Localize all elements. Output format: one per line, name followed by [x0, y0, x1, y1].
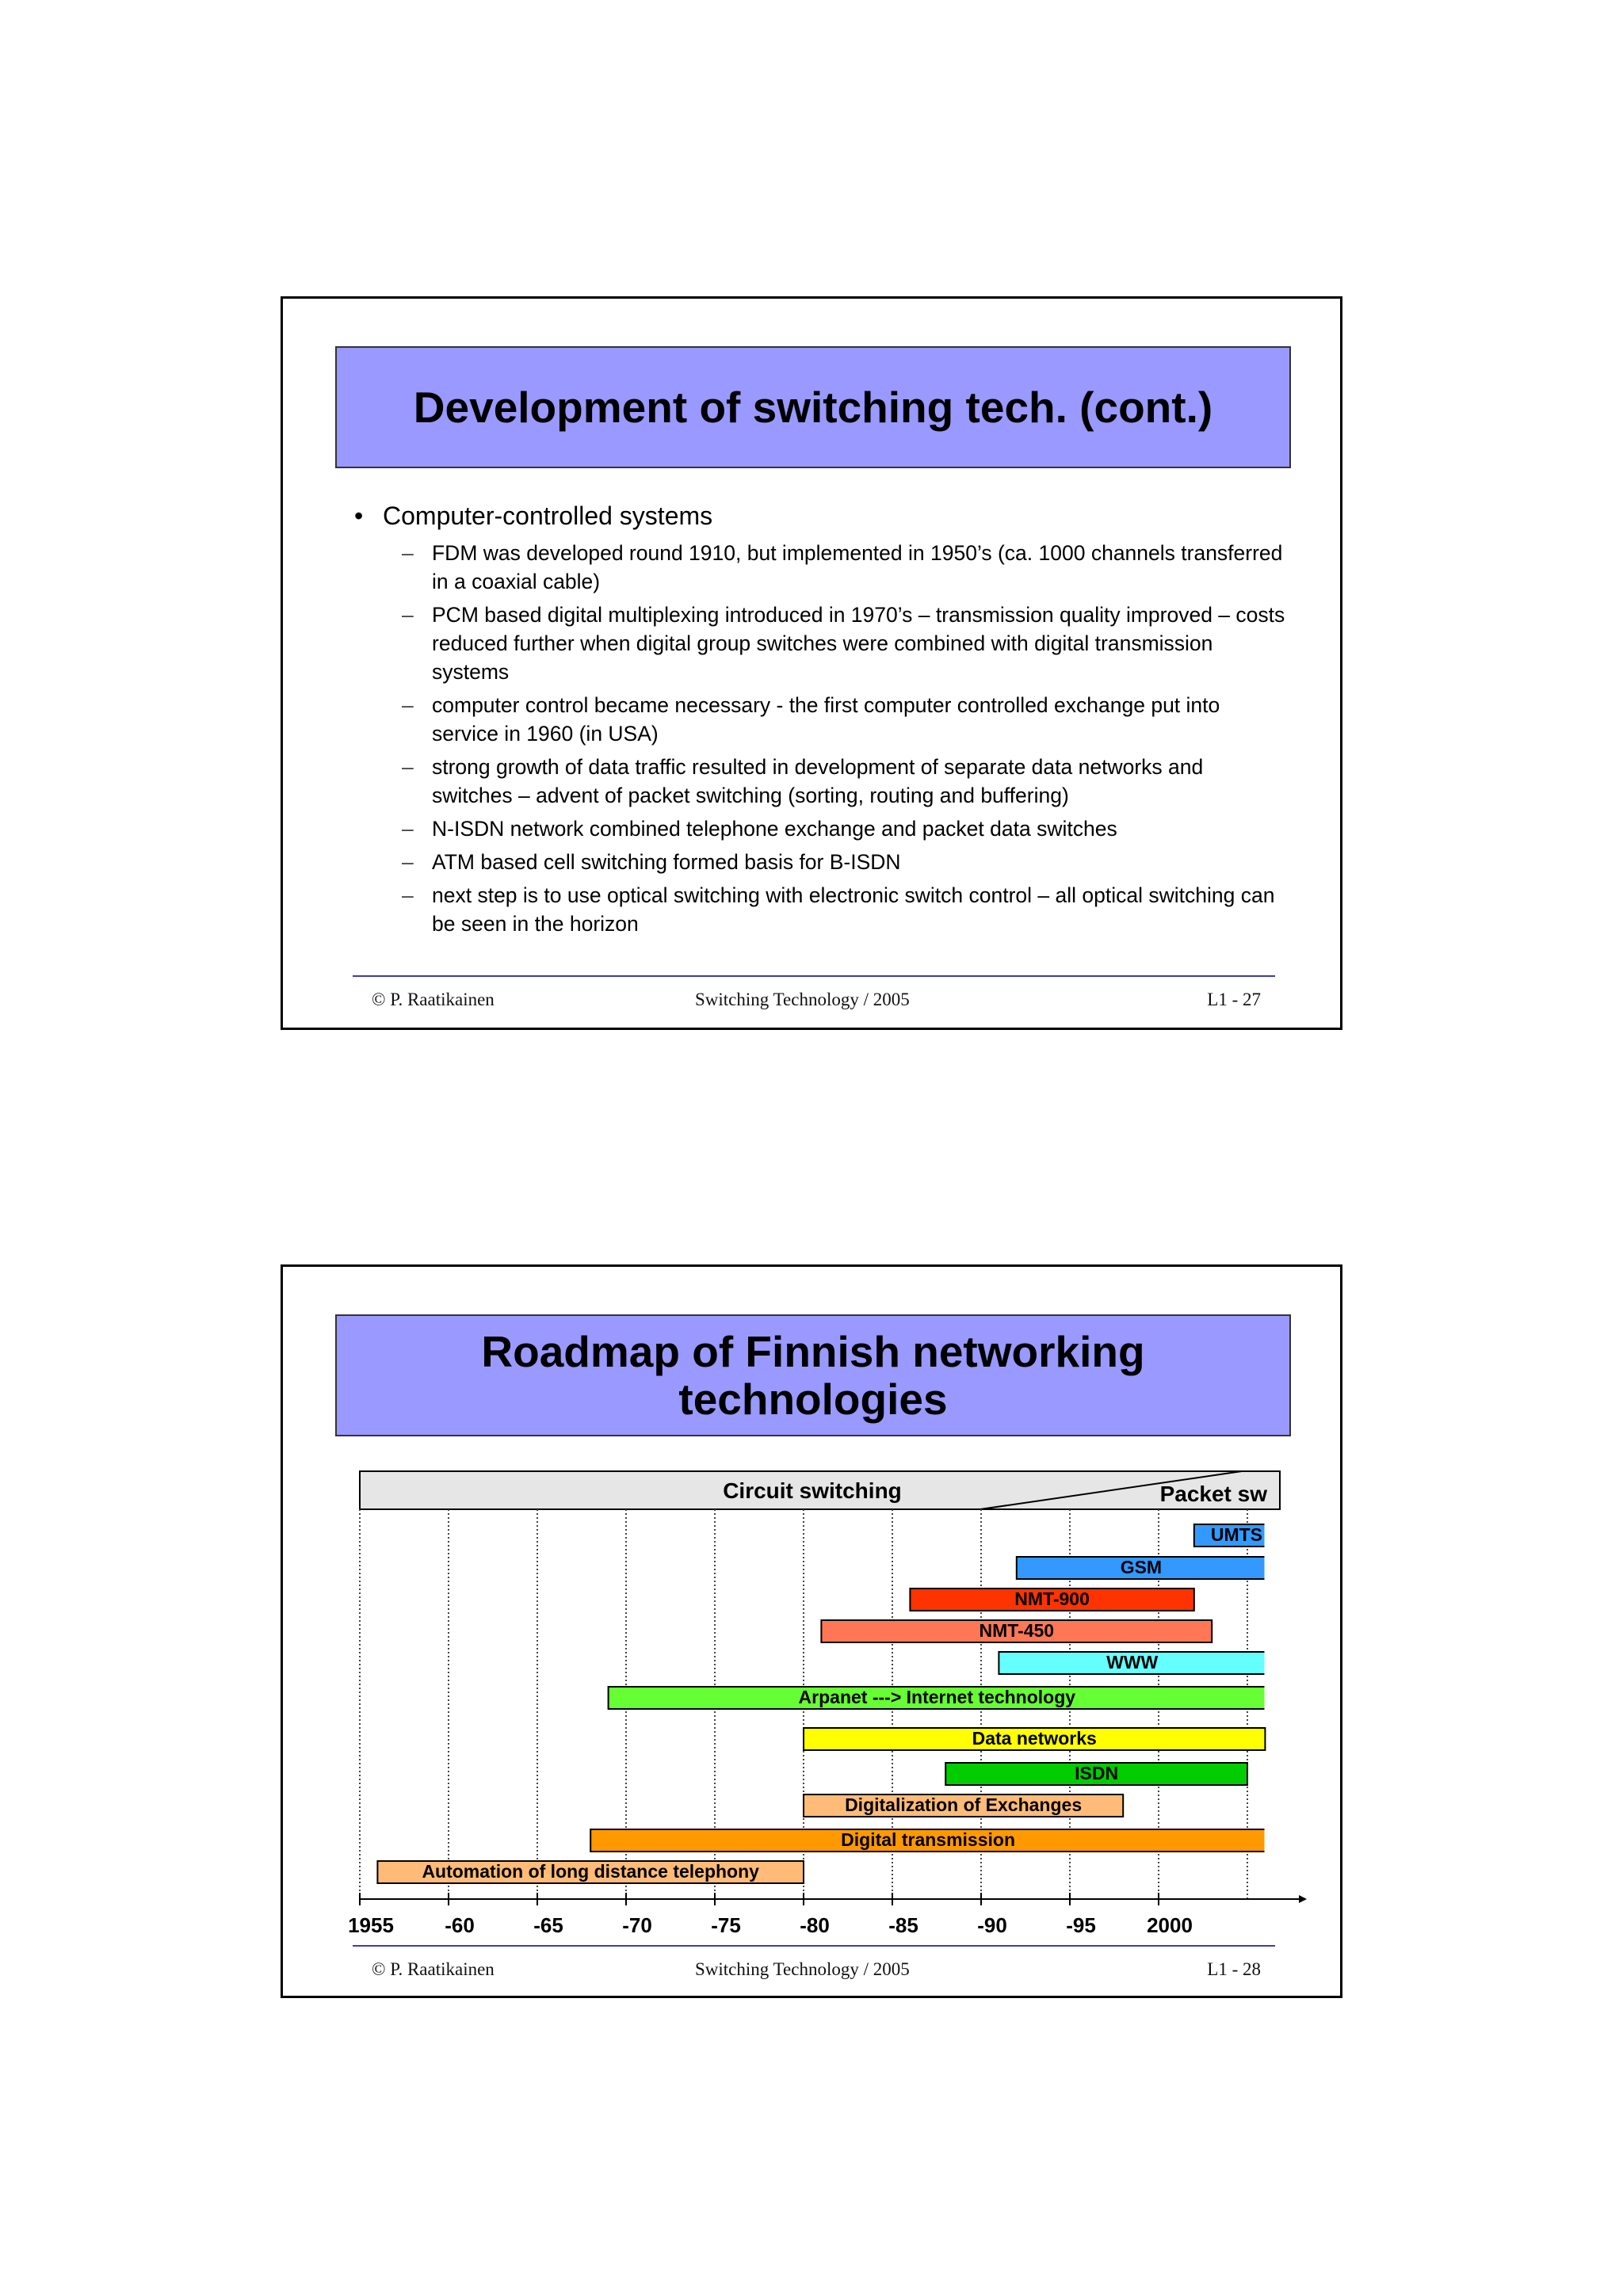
sub-bullet: – computer control became necessary - the first computer controlled exchange put into service in 1960 (in USA) — [354, 691, 1289, 748]
x-tick-label: -75 — [711, 1913, 741, 1937]
sub-bullet-list — [354, 539, 1289, 938]
bar-label: Digitalization of Exchanges — [845, 1794, 1083, 1815]
slide-28 — [281, 1264, 1342, 1998]
bar-label: GSM — [1120, 1557, 1163, 1577]
footer-author: © P. Raatikainen — [372, 1959, 495, 1979]
footer-divider — [353, 975, 1275, 977]
bar-label: Data networks — [972, 1728, 1097, 1749]
bar-label: WWW — [1106, 1652, 1159, 1672]
sub-bullet: – FDM was developed round 1910, but implemented in 1950’s (ca. 1000 channels transferred in a coaxial cable) — [354, 539, 1289, 596]
main-bullet: • Computer-controlled systems — [354, 502, 1289, 531]
sub-bullet: – strong growth of data traffic resulted in development of separate data networks and switches – advent of packet switching (sorting, routing and buffering) — [354, 753, 1289, 810]
slide-title-line-1: Roadmap of Finnish networking — [481, 1327, 1145, 1376]
sub-bullet: – ATM based cell switching formed basis for B-ISDN — [354, 848, 1289, 876]
x-tick-label: -85 — [888, 1913, 918, 1937]
x-tick-label: -70 — [622, 1913, 652, 1937]
footer-author: © P. Raatikainen — [372, 990, 495, 1009]
x-tick-label: -60 — [445, 1913, 475, 1937]
sub-bullet: – N-ISDN network combined telephone exchange and packet data switches — [354, 814, 1289, 843]
slide-title — [335, 346, 1291, 468]
bar-label: Automation of long distance telephony — [422, 1861, 759, 1882]
packet-switching-label: Packet sw — [1159, 1482, 1267, 1506]
bar-label: Arpanet ---> Internet technology — [798, 1687, 1076, 1707]
footer-course: Switching Technology / 2005 — [695, 1959, 910, 1979]
bar-label: ISDN — [1075, 1763, 1119, 1783]
bar-label: NMT-450 — [979, 1620, 1055, 1641]
slide-27 — [281, 296, 1342, 1030]
slide-title-line-2: technologies — [678, 1375, 948, 1424]
x-axis-arrow — [1299, 1895, 1307, 1903]
roadmap-chart — [283, 1267, 1340, 1940]
x-tick-label: -65 — [533, 1913, 563, 1937]
bar-label: UMTS — [1210, 1524, 1262, 1545]
x-tick-label: -95 — [1066, 1913, 1096, 1937]
x-tick-label: 1955 — [348, 1913, 394, 1937]
bullet-list — [354, 502, 1289, 943]
sub-bullet: – next step is to use optical switching with electronic switch control – all optical switching can be seen in the horizon — [354, 881, 1289, 938]
footer-page-number: L1 - 28 — [1207, 1959, 1261, 1979]
footer-page-number: L1 - 27 — [1207, 990, 1261, 1009]
x-tick-label: 2000 — [1147, 1913, 1193, 1937]
x-tick-label: -80 — [800, 1913, 830, 1937]
sub-bullet: – PCM based digital multiplexing introduced in 1970’s – transmission quality improved – costs reduced further when digital group switches were combined with digital transmission systems — [354, 601, 1289, 686]
x-tick-label: -90 — [977, 1913, 1007, 1937]
circuit-switching-label: Circuit switching — [723, 1478, 902, 1503]
footer-divider — [353, 1945, 1275, 1947]
footer-course: Switching Technology / 2005 — [695, 990, 910, 1009]
slide-title-text: Development of switching tech. (cont.) — [413, 383, 1213, 432]
bar-label: Digital transmission — [841, 1829, 1016, 1850]
bar-label: NMT-900 — [1014, 1589, 1090, 1609]
